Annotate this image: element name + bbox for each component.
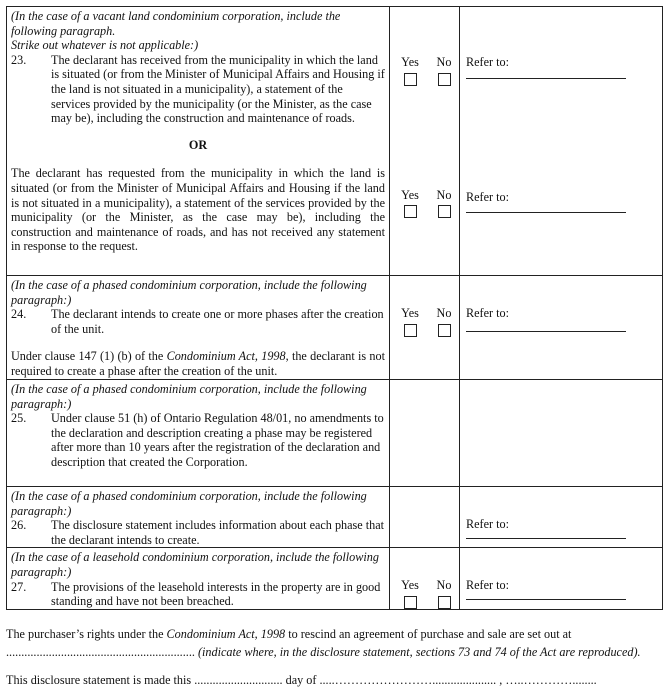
year-field[interactable]: …..…………........ [505,673,597,687]
row-24-intro: (In the case of a phased condominium corporation, include the following paragraph:) [11,278,367,307]
row-23-refer-cell [460,7,663,276]
no-label: No [436,578,452,593]
row-27 [7,548,663,610]
refer-to-label: Refer to: [466,578,509,593]
no-label: No [436,55,452,69]
row-26-number: 26. [11,518,27,533]
row-24-note: Under clause 147 (1) (b) of the Condominium Act, 1998, the declarant is not required to create a phase after the creation of the unit. [11,349,386,378]
row-27-yes-no-cell [390,548,460,610]
no-label: No [436,187,452,202]
row-26-intro: (In the case of a phased condominium corporation, include the following paragraph:) [11,489,367,518]
row-23-alt-refer-field[interactable] [466,204,626,213]
day-field[interactable]: ............................. [194,673,283,687]
row-24-text: The declarant intends to create one or more phases after the creation of the unit. [51,307,384,336]
refer-to-label: Refer to: [466,189,509,204]
row-23-yes-checkbox[interactable] [404,73,417,86]
yes-label: Yes [401,55,419,69]
row-24-yes-checkbox[interactable] [404,324,417,337]
yes-label: Yes [401,578,419,593]
row-25-text-cell [7,380,390,487]
row-23-intro: (In the case of a vacant land condominium corporation, include the following paragraph. [11,9,341,38]
rescind-paragraph [6,627,662,659]
row-24-refer-field[interactable] [466,321,626,332]
row-27-refer-field[interactable] [466,593,626,600]
row-26-text: The disclosure statement includes information about each phase that the declarant intends to create. [51,518,385,547]
row-25-yes-no-cell [390,380,460,487]
row-25-intro: (In the case of a phased condominium corporation, include the following paragraph:) [11,382,367,411]
row-27-text: The provisions of the leasehold interests in the property are in good standing and have not been breached. [51,579,381,609]
row-25-text: Under clause 51 (h) of Ontario Regulation 48/01, no amendments to the declaration and description creating a phase may be registered after more than 10 years after the registration of the declaration and description that created the Corporation. [51,411,384,469]
row-25-refer-cell [460,380,663,487]
row-27-number: 27. [11,579,27,594]
row-27-refer-cell [460,548,663,610]
row-26 [7,487,663,548]
rescind-line-2: .............................................................. (indicate where, in the disclosure statement, sections 73 and 74 of the Act are reproduced). [6,644,641,659]
row-26-refer-field[interactable] [466,532,626,539]
no-label: No [436,306,452,320]
row-23-alt-no-checkbox[interactable] [438,205,451,218]
row-24 [7,276,663,380]
refer-to-label: Refer to: [466,517,509,531]
row-23-number: 23. [11,52,27,67]
row-27-intro: (In the case of a leasehold condominium corporation, include the following paragraph:) [11,550,379,579]
row-24-no-checkbox[interactable] [438,324,451,337]
row-25 [7,380,663,487]
statement-date-line: This disclosure statement is made this ............................. day of .....……………………..................... , …..…………........ [6,673,597,687]
row-24-yes-no-cell [390,276,460,380]
row-24-refer-cell [460,276,663,380]
yes-label: Yes [401,187,419,202]
row-26-refer-cell [460,487,663,548]
refer-to-label: Refer to: [466,306,509,320]
row-23-yes-no-cell [390,7,460,276]
rescind-location-field[interactable]: .............................................................. [6,644,195,659]
row-23-text-alt: The declarant has requested from the municipality in which the land is situated (or from the Minister of Municipal Affairs and Housing if the land is not situated in a municipality), a statement of the services provided by the municipality (or the Minister, as the case may be), including the construction and maintenance of roads, and has not received any statement in response to the request. [11,166,385,254]
month-field[interactable]: .....……………………..................... [319,673,497,687]
or-separator: OR [188,137,208,152]
row-26-yes-no-cell [390,487,460,548]
row-24-text-cell [7,276,390,380]
row-27-text-cell [7,548,390,610]
disclosure-table [6,6,663,610]
row-23-intro-strike: Strike out whatever is not applicable:) [11,38,199,53]
yes-label: Yes [401,306,419,320]
row-23-text: The declarant has received from the municipality in which the land is situated (or from the Minister of Municipal Affairs and Housing if the land is not situated in a municipality), a statement of the services provided by the municipality (or the Minister, as the case may be), including the construction and maintenance of roads. [51,52,385,126]
rescind-line-1: The purchaser’s rights under the Condominium Act, 1998 to rescind an agreement of purchase and sale are set out at [6,627,572,641]
row-26-text-cell [7,487,390,548]
row-27-no-checkbox[interactable] [438,596,451,609]
refer-to-label: Refer to: [466,55,509,69]
row-23-refer-field[interactable] [466,70,626,79]
row-23 [7,7,663,276]
row-24-number: 24. [11,307,27,322]
row-25-number: 25. [11,411,27,426]
row-27-yes-checkbox[interactable] [404,596,417,609]
row-23-no-checkbox[interactable] [438,73,451,86]
row-23-text-cell [7,7,390,276]
row-23-alt-yes-checkbox[interactable] [404,205,417,218]
